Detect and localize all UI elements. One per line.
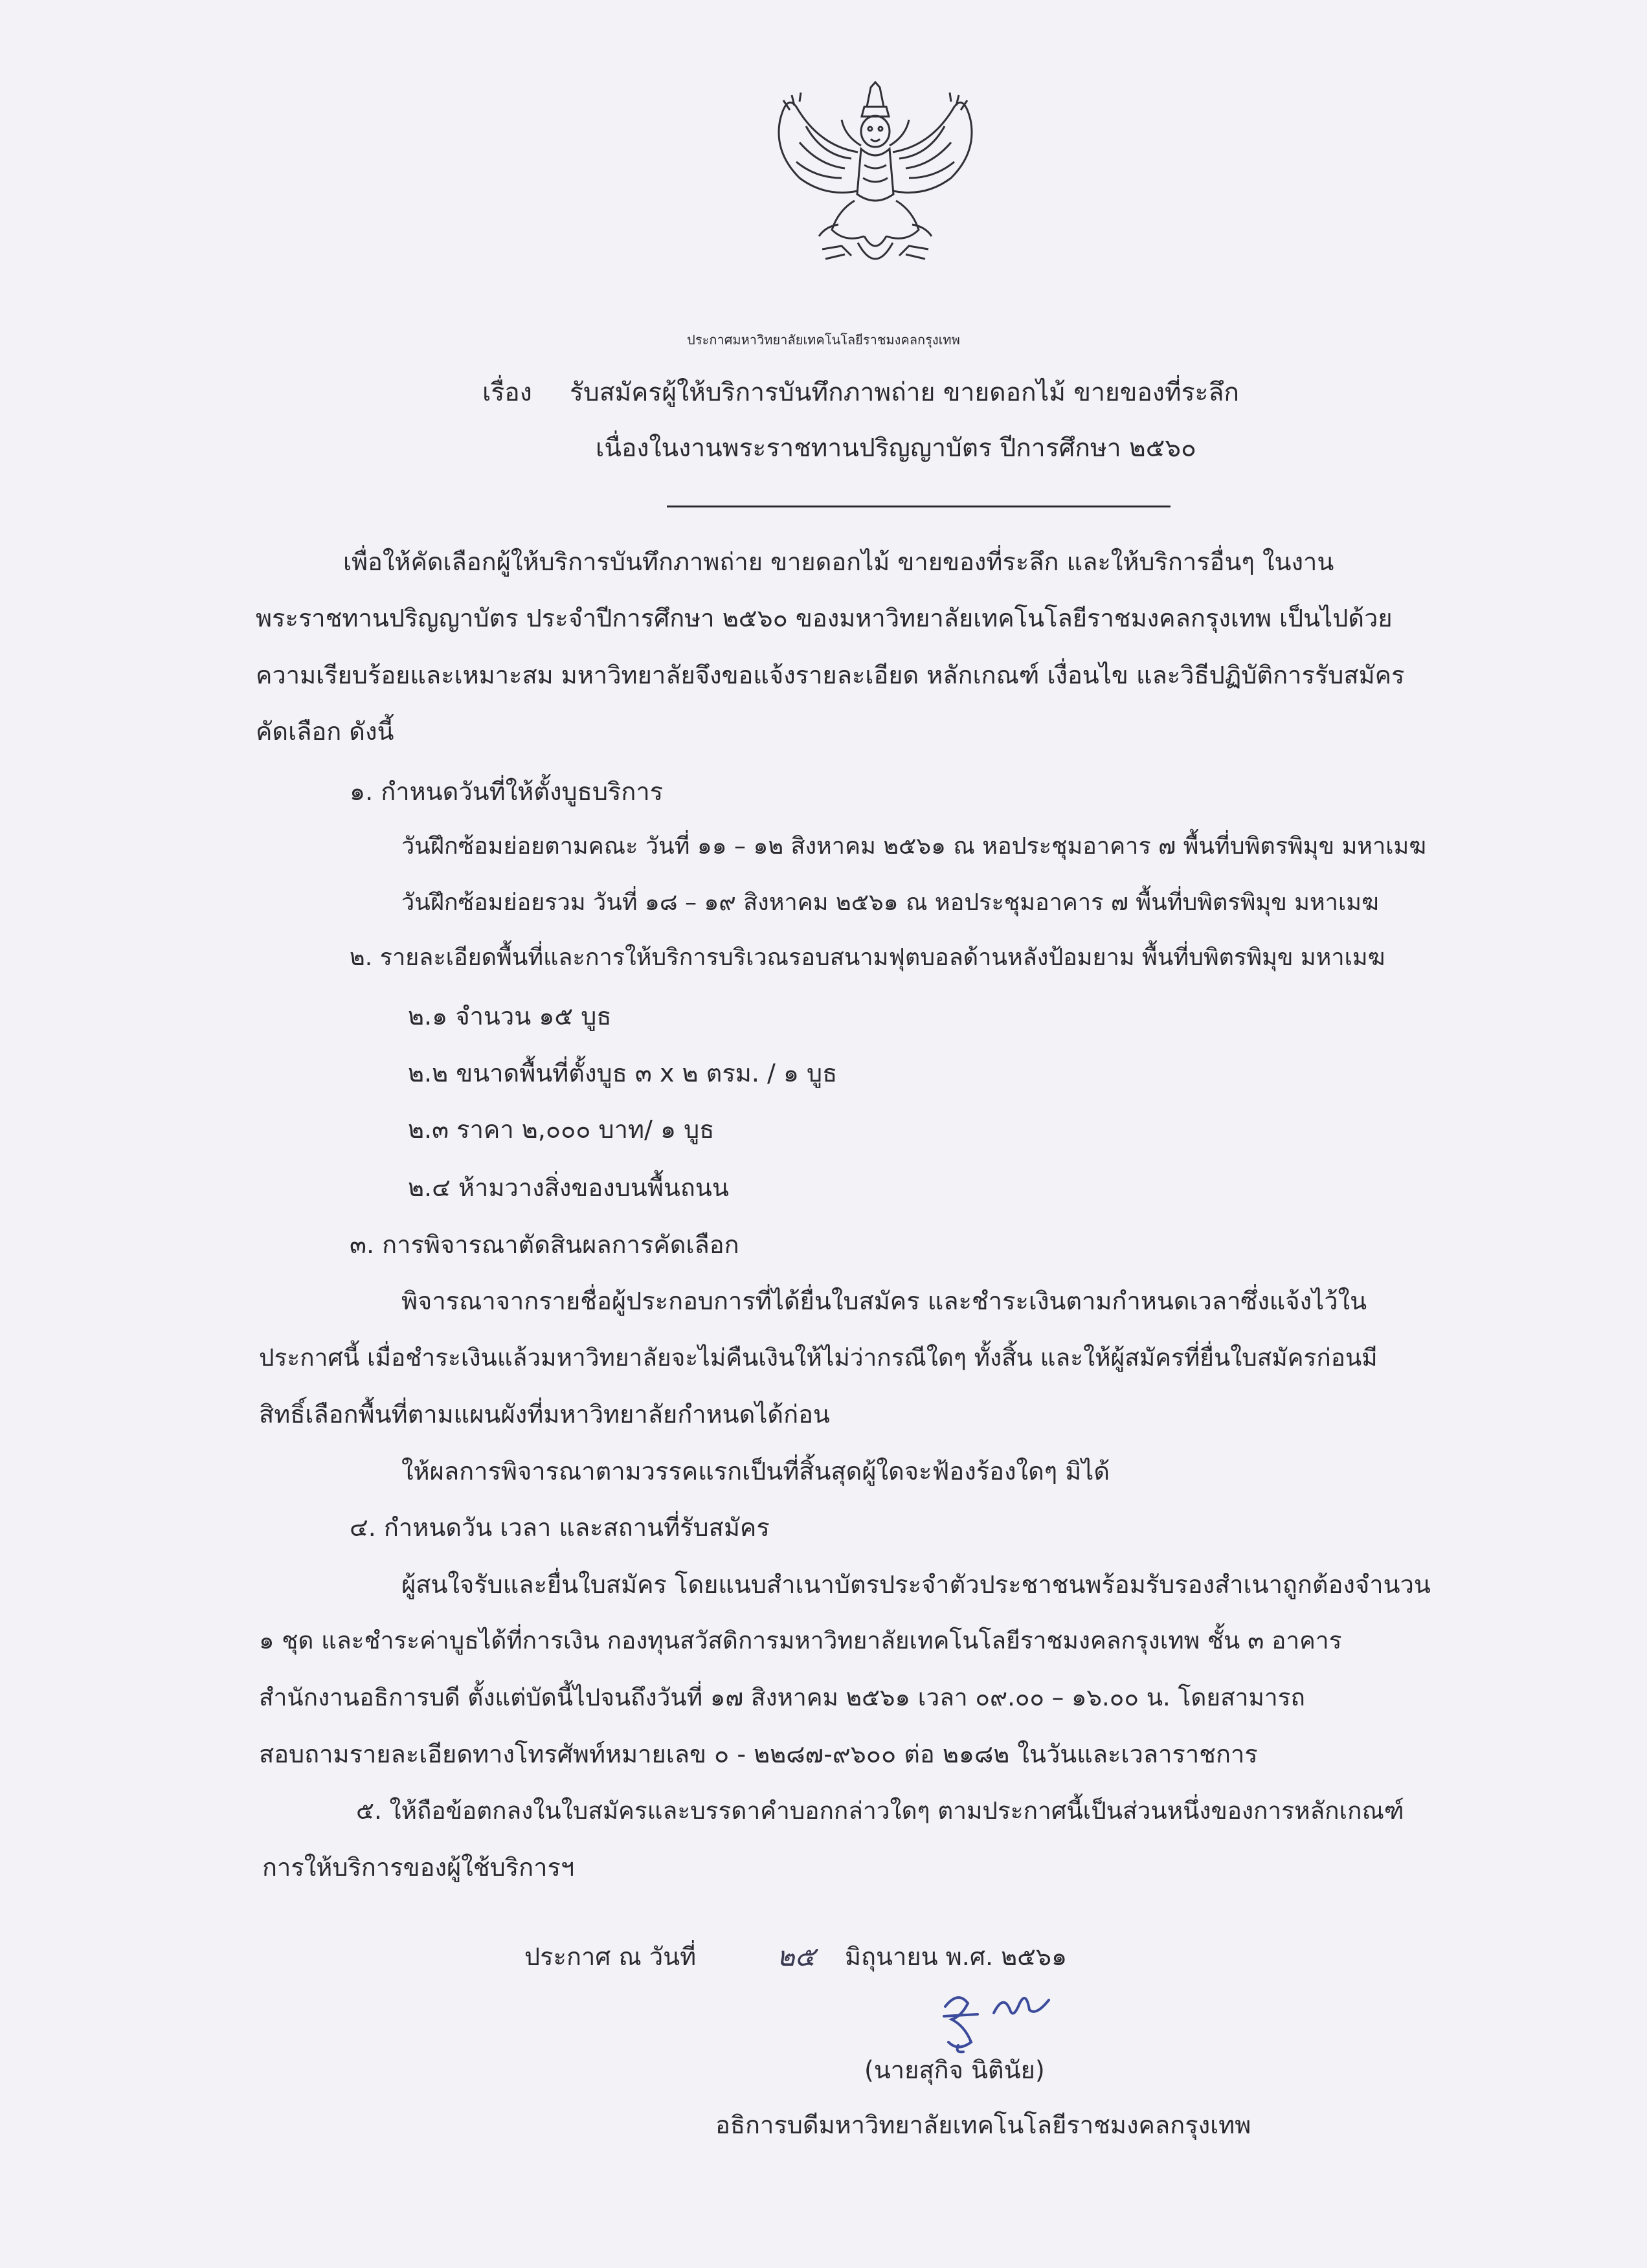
section-3-line: พิจารณาจากรายชื่อผู้ประกอบการที่ได้ยื่นใบสมัคร และชำระเงินตามกำหนดเวลาซึ่งแจ้งไว้ใน bbox=[401, 1287, 1367, 1315]
section-3-line: สิทธิ์เลือกพื้นที่ตามแผนผังที่มหาวิทยาลัยกำหนดได้ก่อน bbox=[259, 1400, 830, 1429]
section-4-line: ผู้สนใจรับและยื่นใบสมัคร โดยแนบสำเนาบัตรประจำตัวประชาชนพร้อมรับรองสำเนาถูกต้องจำนวน bbox=[401, 1570, 1431, 1599]
section-2-item: ๒.๓ ราคา ๒,๐๐๐ บาท/ ๑ บูธ bbox=[408, 1115, 715, 1144]
section-5-line: ๕. ให้ถือข้อตกลงในใบสมัครและบรรดาคำบอกกล่าวใดๆ ตามประกาศนี้เป็นส่วนหนึ่งของการหลักเกณฑ์ bbox=[356, 1797, 1404, 1825]
announce-day: ๒๕ bbox=[777, 1940, 816, 1972]
section-3-heading: ๓. การพิจารณาตัดสินผลการคัดเลือก bbox=[350, 1230, 739, 1259]
announcement-title: ประกาศมหาวิทยาลัยเทคโนโลยีราชมงคลกรุงเทพ bbox=[687, 332, 960, 348]
section-1-line: วันฝึกซ้อมย่อยรวม วันที่ ๑๘ – ๑๙ สิงหาคม ๒๕๖๑ ณ หอประชุมอาคาร ๗ พื้นที่บพิตรพิมุข มหาเมฆ bbox=[401, 889, 1379, 916]
section-5-line: การให้บริการของผู้ใช้บริการฯ bbox=[262, 1853, 575, 1882]
title-divider bbox=[667, 506, 1171, 507]
garuda-emblem-icon bbox=[761, 81, 991, 278]
intro-line: เพื่อให้คัดเลือกผู้ให้บริการบันทึกภาพถ่าย ขายดอกไม้ ขายของที่ระลึก และให้บริการอื่นๆ ในงาน bbox=[343, 548, 1334, 576]
signature-icon bbox=[932, 1981, 1068, 2058]
intro-line: ความเรียบร้อยและเหมาะสม มหาวิทยาลัยจึงขอแจ้งรายละเอียด หลักเกณฑ์ เงื่อนไข และวิธีปฏิบัติการรับสมัคร bbox=[256, 661, 1405, 689]
subject-line-1: รับสมัครผู้ให้บริการบันทึกภาพถ่าย ขายดอกไม้ ขายของที่ระลึก bbox=[570, 378, 1239, 407]
section-4-line: สำนักงานอธิการบดี ตั้งแต่บัดนี้ไปจนถึงวันที่ ๑๗ สิงหาคม ๒๕๖๑ เวลา ๐๙.๐๐ – ๑๖.๐๐ น. โดยสามารถ bbox=[259, 1684, 1305, 1711]
section-2-item: ๒.๑ จำนวน ๑๕ บูธ bbox=[408, 1002, 612, 1030]
section-2-heading: ๒. รายละเอียดพื้นที่และการให้บริการบริเวณรอบสนามฟุตบอลด้านหลังป้อมยาม พื้นที่บพิตรพิมุข มหาเมฆ bbox=[350, 944, 1385, 971]
section-2-item: ๒.๒ ขนาดพื้นที่ตั้งบูธ ๓ x ๒ ตรม. / ๑ บูธ bbox=[408, 1059, 838, 1087]
announce-date-suffix: มิถุนายน พ.ศ. ๒๕๖๑ bbox=[845, 1942, 1068, 1971]
section-4-line: ๑ ชุด และชำระค่าบูธได้ที่การเงิน กองทุนสวัสดิการมหาวิทยาลัยเทคโนโลยีราชมงคลกรุงเทพ ชั้น ๓ อาคาร bbox=[259, 1627, 1342, 1654]
intro-line: คัดเลือก ดังนี้ bbox=[256, 717, 394, 746]
section-3-line: ให้ผลการพิจารณาตามวรรคแรกเป็นที่สิ้นสุดผู้ใดจะฟ้องร้องใดๆ มิได้ bbox=[401, 1457, 1110, 1485]
section-4-heading: ๔. กำหนดวัน เวลา และสถานที่รับสมัคร bbox=[350, 1513, 770, 1542]
signer-position: อธิการบดีมหาวิทยาลัยเทคโนโลยีราชมงคลกรุงเทพ bbox=[715, 2111, 1251, 2139]
announce-date-prefix: ประกาศ ณ วันที่ bbox=[524, 1942, 697, 1971]
intro-line: พระราชทานปริญญาบัตร ประจำปีการศึกษา ๒๕๖๐ ของมหาวิทยาลัยเทคโนโลยีราชมงคลกรุงเทพ เป็นไปด้วย bbox=[256, 604, 1393, 632]
section-1-heading: ๑. กำหนดวันที่ให้ตั้งบูธบริการ bbox=[350, 777, 664, 806]
section-1-line: วันฝึกซ้อมย่อยตามคณะ วันที่ ๑๑ – ๑๒ สิงหาคม ๒๕๖๑ ณ หอประชุมอาคาร ๗ พื้นที่บพิตรพิมุข มหาเมฆ bbox=[401, 833, 1426, 860]
section-2-item: ๒.๔ ห้ามวางสิ่งของบนพื้นถนน bbox=[408, 1173, 729, 1202]
section-4-line: สอบถามรายละเอียดทางโทรศัพท์หมายเลข ๐ - ๒๒๘๗-๙๖๐๐ ต่อ ๒๑๘๒ ในวันและเวลาราชการ bbox=[259, 1740, 1258, 1768]
section-3-line: ประกาศนี้ เมื่อชำระเงินแล้วมหาวิทยาลัยจะไม่คืนเงินให้ไม่ว่ากรณีใดๆ ทั้งสิ้น และให้ผู้สมัครที่ยื่นใบสมัครก่อนมี bbox=[259, 1344, 1378, 1372]
subject-line-2: เนื่องในงานพระราชทานปริญญาบัตร ปีการศึกษา ๒๕๖๐ bbox=[596, 434, 1196, 463]
signer-name: (นายสุกิจ นิตินัย) bbox=[864, 2056, 1045, 2084]
subject-label: เรื่อง bbox=[482, 378, 532, 407]
